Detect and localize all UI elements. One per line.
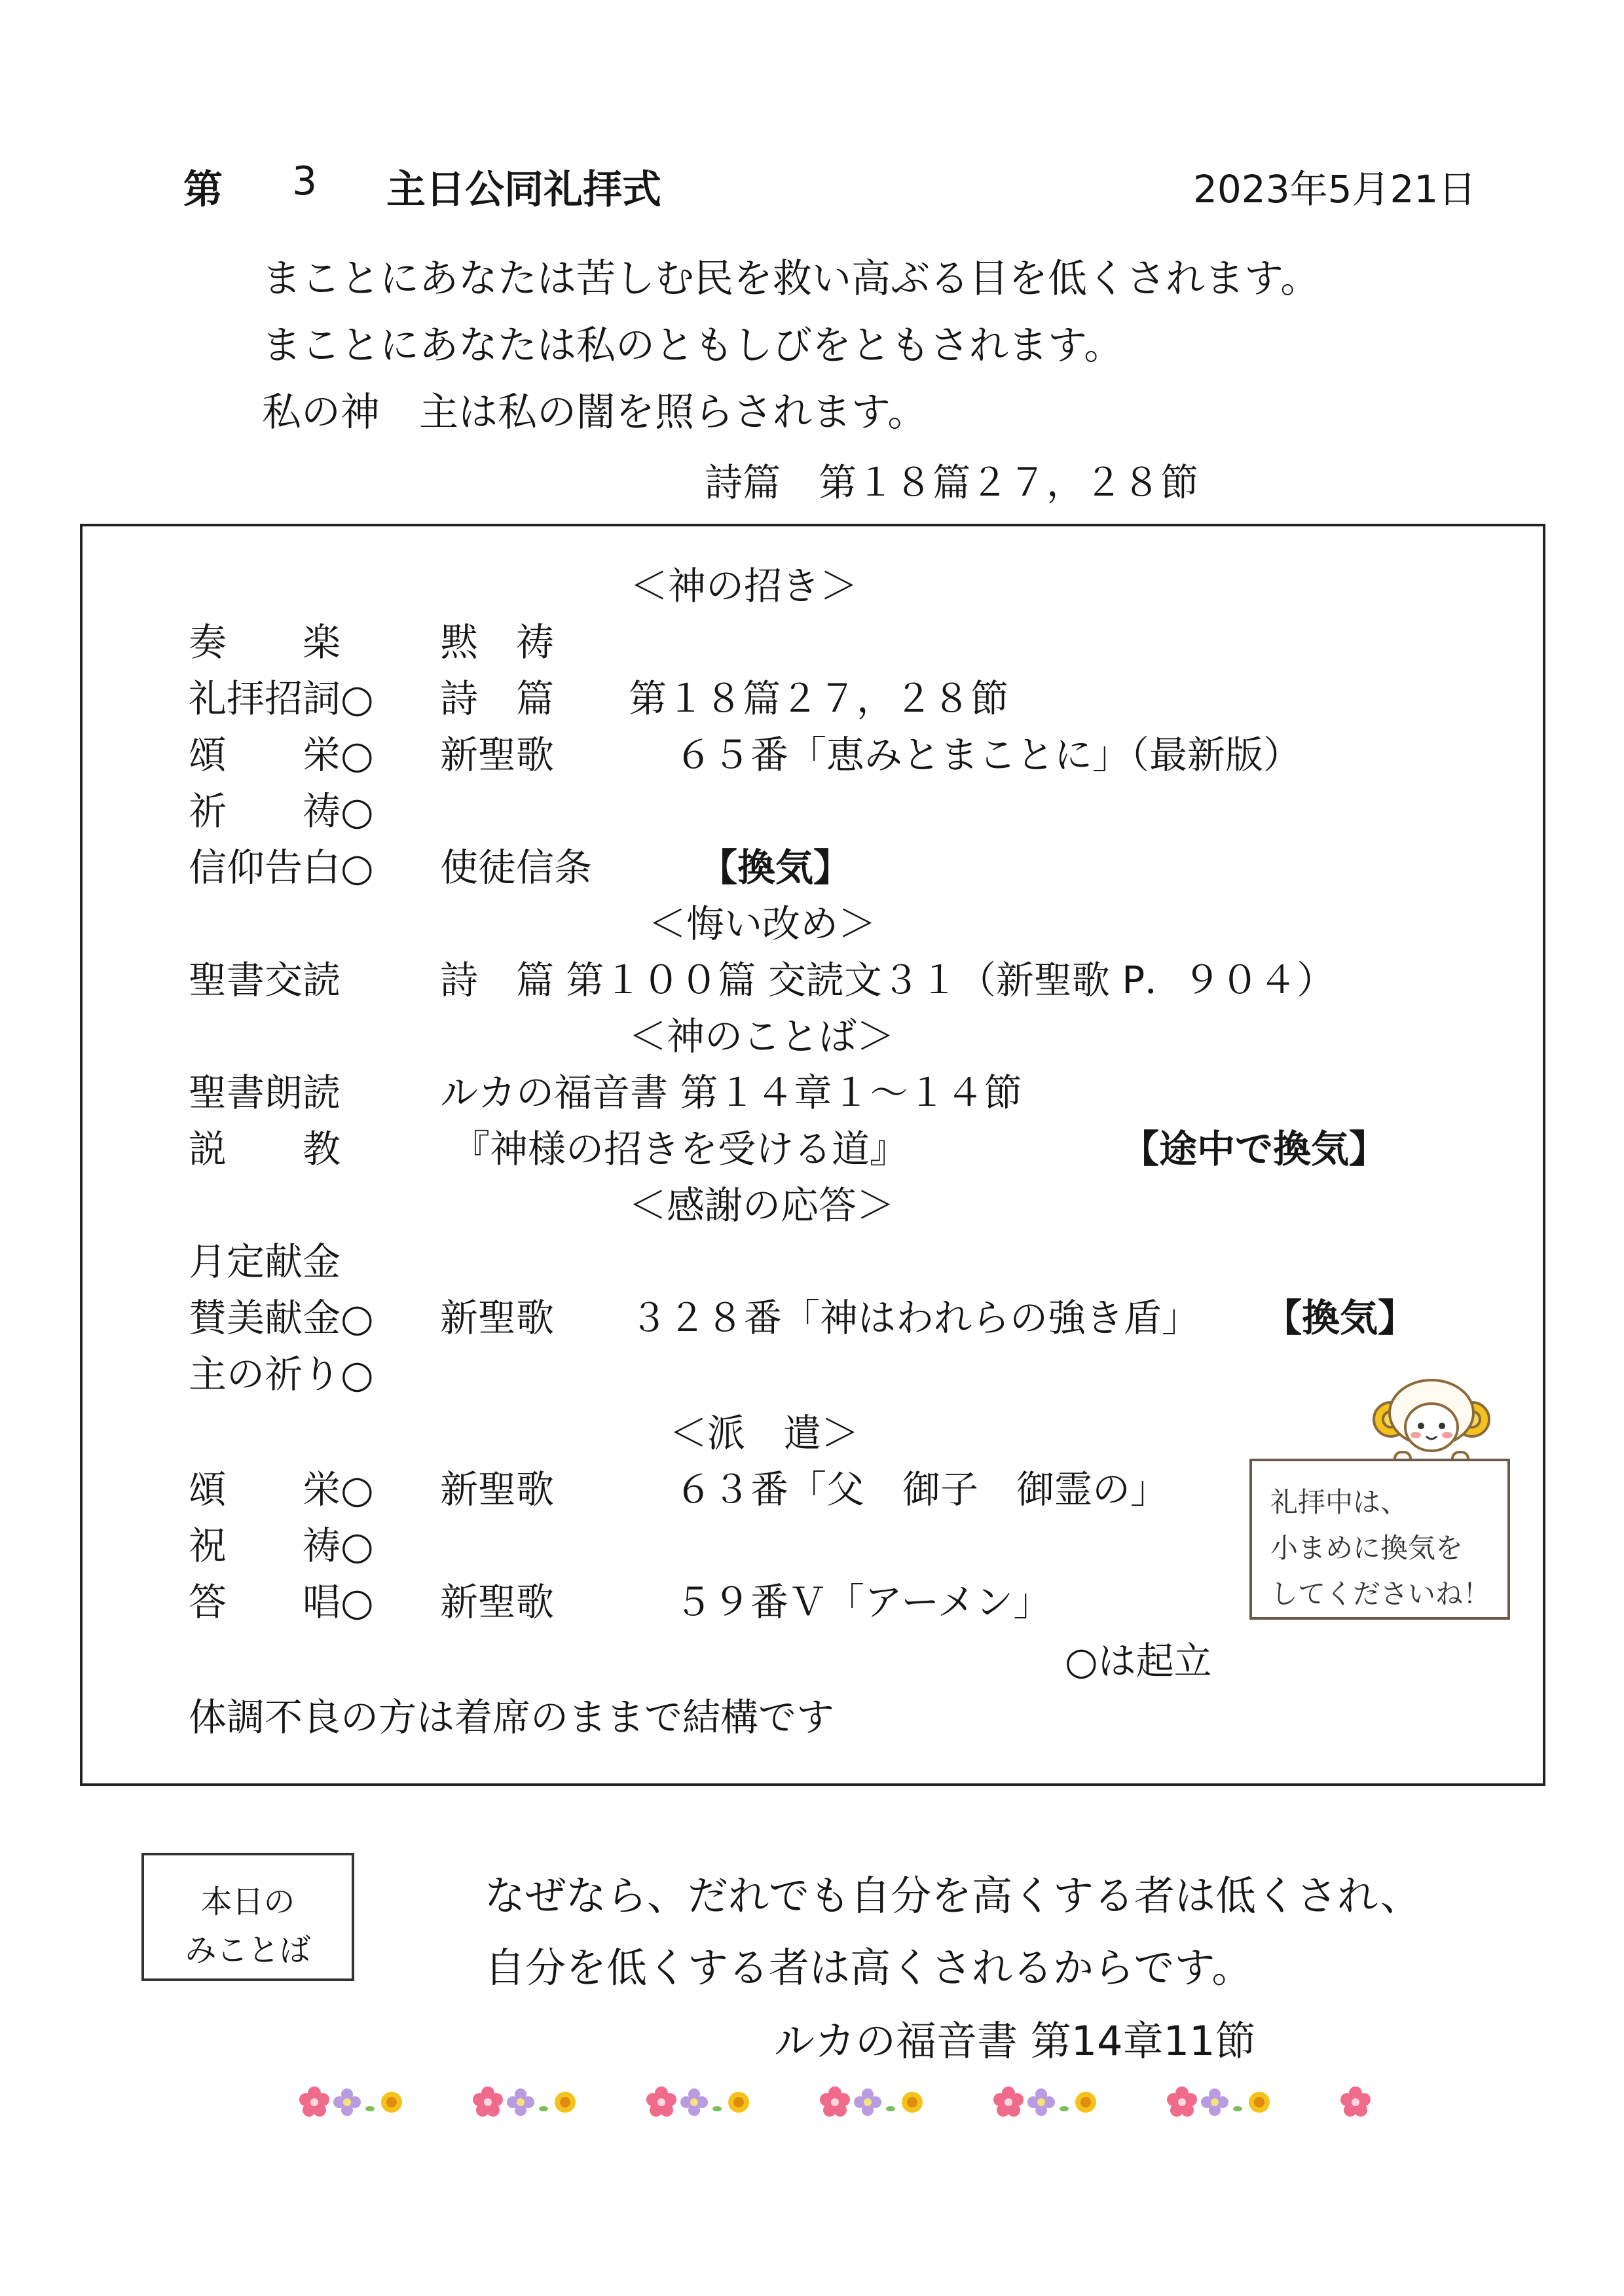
note-creed-ventilation: 【換気】 [699,845,852,890]
item-benediction: 祝 祷○ [189,1523,374,1568]
extra-amen: ５９番Ｖ「アーメン」 [674,1580,1052,1624]
detail-prelude: 黙 祷 [440,620,555,665]
health-note: 体調不良の方は着席のままで結構です [189,1695,835,1740]
item-call-to-worship: 礼拝招詞○ [189,676,374,721]
service-title: 主日公同礼拝式 [386,167,661,213]
flower-group-6 [1167,2086,1270,2117]
item-sermon: 説 教 [189,1127,341,1171]
ventilation-note-line-3: してくださいね！ [1270,1578,1491,1610]
section-sending: ＜派 遣＞ [669,1411,860,1455]
detail-sermon-title: 『神様の招きを受ける道』 [452,1127,908,1171]
service-number: 3 [292,158,318,204]
flower-group-1 [299,2086,402,2117]
item-prayer: 祈 祷○ [189,789,374,833]
opening-verse-line-3: 私の神 主は私の闇を照らされます。 [262,390,927,435]
section-response: ＜感謝の応答＞ [629,1183,895,1228]
sheep-mascot-icon [1353,1374,1510,1465]
detail-amen: 新聖歌 [440,1580,555,1624]
item-creed: 信仰告白○ [189,845,374,890]
todays-word-line-2: 自分を低くする者は高くされるからです。 [485,1944,1253,1992]
section-invitation: ＜神の招き＞ [630,564,858,608]
ventilation-note-line-1: 礼拝中は、 [1270,1486,1409,1518]
item-scripture-reading: 聖書朗読 [189,1070,341,1115]
detail-scripture-reading: ルカの福音書 第１４章１～１４節 [440,1070,1022,1115]
flower-group-2 [473,2086,576,2117]
flower-group-3 [646,2086,749,2117]
detail-praise-offering: 新聖歌 [440,1296,555,1340]
detail-doxology-2: 新聖歌 [440,1467,555,1512]
flower-border-icon [295,2079,1395,2125]
note-sermon-ventilation: 【途中で換気】 [1121,1127,1388,1171]
extra-doxology-1: ６５番「恵みとまことに」（最新版） [674,733,1302,777]
flower-border [295,2079,1395,2125]
item-doxology-1: 頌 栄○ [189,733,374,777]
detail-doxology-1: 新聖歌 [440,733,555,777]
service-number-label: 第 [183,167,223,213]
opening-verse-line-1: まことにあなたは苦しむ民を救い高ぶる目を低くされます。 [262,256,1320,302]
item-lords-prayer: 主の祈り○ [189,1352,374,1396]
stand-note: ○は起立 [1065,1639,1212,1683]
flower-group-7 [1340,2086,1371,2117]
item-amen: 答 唱○ [189,1580,374,1624]
item-prelude: 奏 楽 [189,620,341,665]
note-offering-ventilation: 【換気】 [1264,1296,1416,1340]
opening-verse-reference: 詩篇 第１８篇２７，２８節 [705,460,1199,505]
section-repentance: ＜悔い改め＞ [648,902,877,946]
ventilation-note-line-2: 小まめに換気を [1270,1532,1464,1564]
detail-responsive-reading: 詩 篇 第１００篇 交読文３１（新聖歌 P．９０４） [440,958,1335,1002]
opening-verse-line-2: まことにあなたは私のともしびをともされます。 [262,323,1124,369]
section-word: ＜神のことば＞ [629,1014,895,1059]
todays-word-line-1: なぜなら、だれでも自分を高くする者は低くされ、 [485,1872,1421,1920]
item-monthly-offering: 月定献金 [189,1239,341,1284]
todays-word-label-line-1: 本日の [200,1884,295,1920]
item-doxology-2: 頌 栄○ [189,1467,374,1512]
todays-word-label-box [141,1853,354,1981]
extra-call-to-worship: 第１８篇２７，２８節 [629,676,1009,721]
flower-group-5 [993,2086,1096,2117]
flower-group-4 [820,2086,923,2117]
detail-call-to-worship: 詩 篇 [440,676,555,721]
todays-word-label-line-2: みことば [185,1932,311,1969]
ventilation-note-board [1249,1459,1510,1620]
service-date: 2023年5月21日 [1193,167,1477,211]
detail-creed: 使徒信条 [440,845,593,890]
extra-praise-offering: ３２８番「神はわれらの強き盾」 [630,1296,1200,1340]
item-praise-offering: 賛美献金○ [189,1296,374,1340]
todays-word-reference: ルカの福音書 第14章11節 [774,2017,1256,2065]
item-responsive-reading: 聖書交読 [189,958,341,1002]
extra-doxology-2: ６３番「父 御子 御霊の」 [674,1467,1169,1512]
